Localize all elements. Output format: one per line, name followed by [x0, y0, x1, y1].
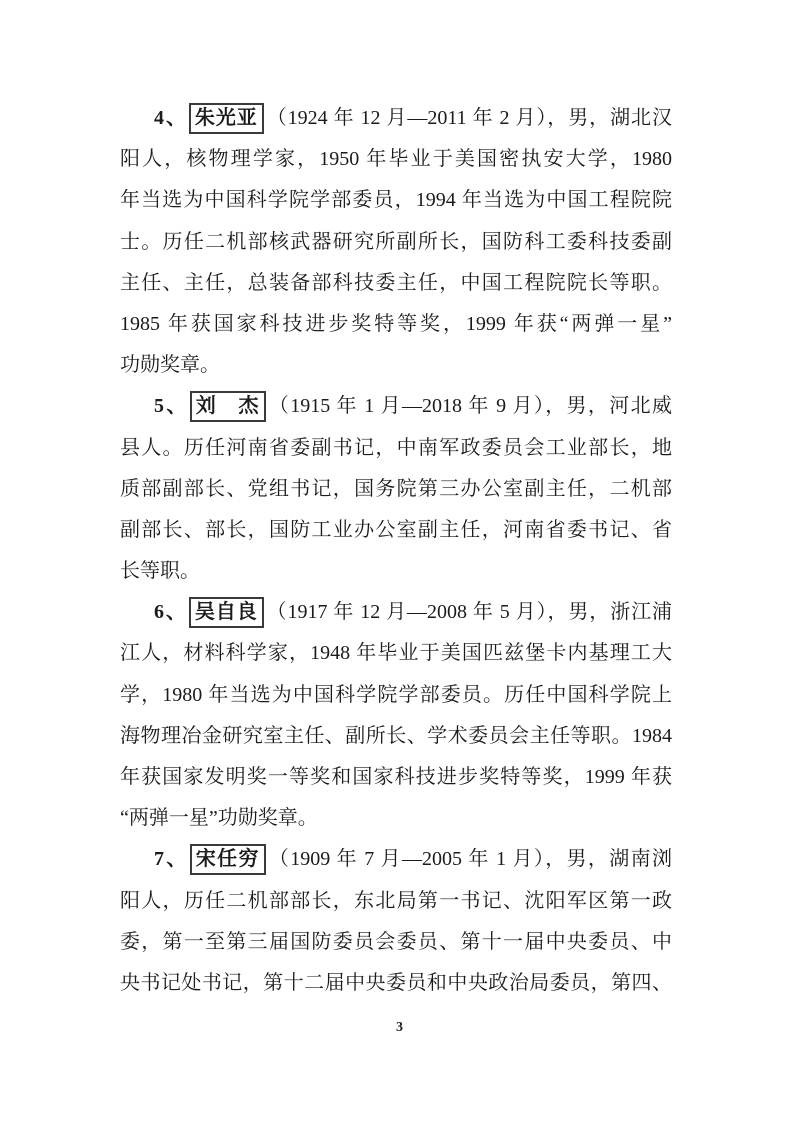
- entry-line: 1985 年获国家科技进步奖特等奖，1999 年获“两弹一星”: [120, 312, 672, 335]
- entry-first-line: [120, 839, 672, 880]
- entry-line: 阳人，历任二机部部长，东北局第一书记、沈阳军区第一政: [120, 889, 672, 912]
- entry-line: 央书记处书记，第十二届中央委员和中央政治局委员，第四、: [120, 971, 672, 994]
- entry-line: 阳人，核物理学家，1950 年毕业于美国密执安大学，1980: [120, 148, 672, 171]
- entry-number: 5、: [154, 395, 189, 418]
- entry-line: 功勋奖章。: [120, 354, 220, 377]
- entry-line: 副部长、部长，国防工业办公室副主任，河南省委书记、省: [120, 518, 672, 541]
- entry-intro: （1924 年 12 月—2011 年 2 月），男，湖北汉: [266, 107, 672, 129]
- entry-first-line: [120, 592, 672, 633]
- entry-intro: （1915 年 1 月—2018 年 9 月），男，河北威: [268, 395, 672, 418]
- page-number: 3: [396, 1020, 403, 1035]
- entry-number: 4、: [154, 107, 188, 129]
- entry-line: 学，1980 年当选为中国科学院学部委员。历任中国科学院上: [120, 683, 672, 706]
- entry-line: 县人。历任河南省委副书记，中南军政委员会工业部长，地: [120, 436, 672, 459]
- entry-line: 士。历任二机部核武器研究所副所长，国防科工委科技委副: [120, 230, 672, 253]
- entry-line: 江人，材料科学家，1948 年毕业于美国匹兹堡卡内基理工大: [120, 642, 672, 665]
- entry-line: 主任、主任，总装备部科技委主任，中国工程院院长等职。: [120, 271, 672, 294]
- entry-line: 年获国家发明奖一等奖和国家科技进步奖特等奖，1999 年获: [120, 766, 672, 788]
- entry-name-box: 刘 杰: [190, 391, 266, 422]
- entry-first-line: [120, 386, 672, 427]
- entry-line: “两弹一星”功勋奖章。: [120, 807, 318, 830]
- entry-line: 委，第一至第三届国防委员会委员、第十一届中央委员、中: [120, 930, 672, 953]
- document-content: [120, 98, 672, 1004]
- entry-name-box: 朱光亚: [189, 103, 264, 134]
- entry-line: 长等职。: [120, 560, 200, 583]
- entry-name-box: 吴自良: [189, 597, 264, 628]
- entry-line: 年当选为中国科学院学部委员，1994 年当选为中国工程院院: [120, 189, 672, 212]
- entry-intro: （1909 年 7 月—2005 年 1 月），男，湖南浏: [268, 848, 672, 871]
- entry-name-box: 宋任穷: [190, 844, 266, 875]
- entry-number: 7、: [154, 848, 189, 871]
- entry-intro: （1917 年 12 月—2008 年 5 月），男，浙江浦: [266, 601, 672, 624]
- entry-first-line: [120, 98, 672, 139]
- entry-line: 质部副部长、党组书记，国务院第三办公室副主任，二机部: [120, 477, 672, 500]
- entry-number: 6、: [154, 601, 188, 624]
- entry-line: 海物理冶金研究室主任、副所长、学术委员会主任等职。1984: [120, 724, 672, 747]
